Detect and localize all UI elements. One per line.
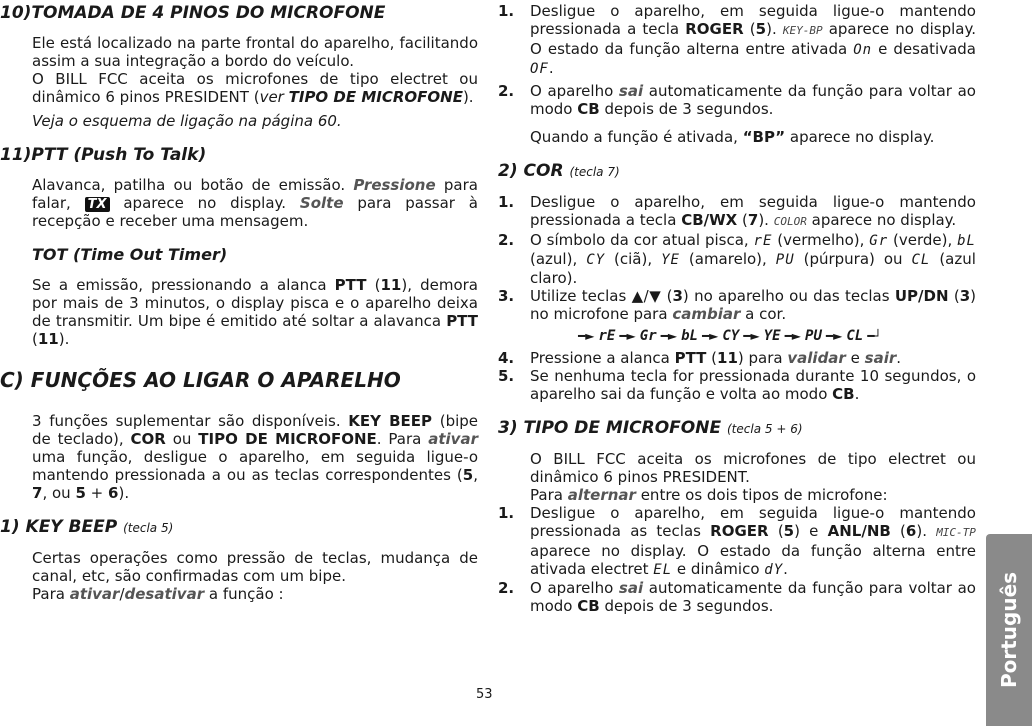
list-item: 4. Pressione a alanca PTT (11) para validar e sair.	[498, 349, 902, 367]
paragraph-note: Veja o esquema de ligação na página 60.	[32, 112, 342, 130]
color-code: YE	[763, 328, 781, 344]
color-code: bL	[681, 328, 698, 344]
list-item: 2. O aparelho sai automaticamente da função para voltar ao modo CB depois de 3 segundos.	[498, 579, 976, 615]
arrow-right-icon: ━►	[784, 329, 802, 343]
section-heading-key-beep: 1) KEY BEEP (tecla 5)	[0, 517, 174, 537]
language-tab-label: Português	[997, 571, 1021, 689]
display-segment-text: KEY-BP	[782, 24, 823, 37]
arrow-right-icon: ━►	[619, 329, 636, 343]
section-heading-microphone-type: 3) TIPO DE MICROFONE (tecla 5 + 6)	[498, 418, 803, 438]
list-item: 1. Desligue o aparelho, em seguida ligue-o mantendo pressionada a tecla ROGER (5). KEY-BP aparece no display. O estado da função alterna entre ativada On e desativada OF.	[498, 2, 976, 77]
page-number: 53	[476, 687, 493, 702]
tx-display-icon: TX	[85, 197, 110, 212]
subheading-tot: TOT (Time Out Timer)	[32, 245, 228, 264]
color-code: Gr	[639, 328, 657, 344]
paragraph-note: Quando a função é ativada, “BP” aparece no display.	[530, 128, 935, 146]
paragraph: Se a emissão, pressionando a alanca PTT (11), demora por mais de 3 minutos, o display pisca e o aparelho deixa de transmitir. Um bipe é emitido até soltar a alavanca PTT (11).	[32, 276, 478, 348]
list-item: 3. Utilize teclas ▲/▼ (3) no aparelho ou das teclas UP/DN (3) no microfone para cambiar a cor.	[498, 287, 976, 323]
arrow-right-icon: ━►	[578, 329, 595, 343]
paragraph: Ele está localizado na parte frontal do aparelho, facilitando assim a sua integração a bordo do veículo.	[32, 34, 478, 70]
section-heading-startup-functions: C) FUNÇÕES AO LIGAR O APARELHO	[0, 368, 401, 392]
left-column	[0, 0, 478, 603]
paragraph: Alavanca, patilha ou botão de emissão. Pressione para falar, TX aparece no display. Solte para passar à recepção e receber uma mensagem.	[32, 176, 478, 230]
arrow-right-icon: ━►	[825, 329, 843, 343]
list-item: 5. Se nenhuma tecla for pressionada durante 10 segundos, o aparelho sai da função e volta ao modo CB.	[498, 367, 976, 403]
paragraph: O BILL FCC aceita os microfones de tipo electret ou dinâmico 6 pinos PRESIDENT (ver TIPO DE MICROFONE).	[32, 70, 478, 106]
section-heading-microphone-socket: 10)TOMADA DE 4 PINOS DO MICROFONE	[0, 3, 386, 23]
paragraph: O BILL FCC aceita os microfones de tipo electret ou dinâmico 6 pinos PRESIDENT.	[530, 450, 976, 486]
section-heading-ptt: 11)PTT (Push To Talk)	[0, 145, 207, 165]
language-tab	[986, 534, 1032, 726]
color-code: PU	[805, 328, 822, 344]
arrow-right-icon: ━►	[743, 329, 760, 343]
right-column	[498, 0, 976, 615]
list-item: 1. Desligue o aparelho, em seguida ligue-o mantendo pressionada as teclas ROGER (5) e ANL/NB (6). MIC-TP aparece no display. O estado da função alterna entre ativada electret EL e dinâmico dY.	[498, 504, 976, 578]
arrow-right-icon: ━►	[660, 329, 678, 343]
paragraph: Certas operações como pressão de teclas, mudança de canal, etc, são confirmadas com um bipe.	[32, 549, 478, 585]
paragraph: Para ativar/desativar a função :	[32, 585, 284, 603]
list-item: 2. O símbolo da cor atual pisca, rE (vermelho), Gr (verde), bL (azul), CY (ciã), YE (amarelo), PU (púrpura) ou CL (azul claro).	[498, 231, 976, 287]
color-code: CY	[722, 328, 740, 344]
color-code: CL	[846, 328, 864, 344]
paragraph: 3 funções suplementar são disponíveis. KEY BEEP (bipe de teclado), COR ou TIPO DE MICROFONE. Para ativar uma função, desligue o aparelho, em seguida ligue-o mantendo pressionada a ou as teclas correspondentes (5, 7, ou 5 + 6).	[32, 412, 479, 502]
arrow-right-icon: ━►	[701, 329, 719, 343]
paragraph: Para alternar entre os dois tipos de microfone:	[530, 486, 888, 504]
color-code: rE	[598, 328, 616, 344]
list-item: 1. Desligue o aparelho, em seguida ligue-o mantendo pressionada a tecla CB/WX (7). COLOR aparece no display.	[498, 193, 976, 229]
loop-back-icon: ━┘	[867, 329, 882, 343]
section-heading-cor: 2) COR (tecla 7)	[498, 161, 620, 181]
list-item: 2. O aparelho sai automaticamente da função para voltar ao modo CB depois de 3 segundos.	[498, 82, 976, 118]
color-cycle-diagram	[578, 327, 976, 345]
